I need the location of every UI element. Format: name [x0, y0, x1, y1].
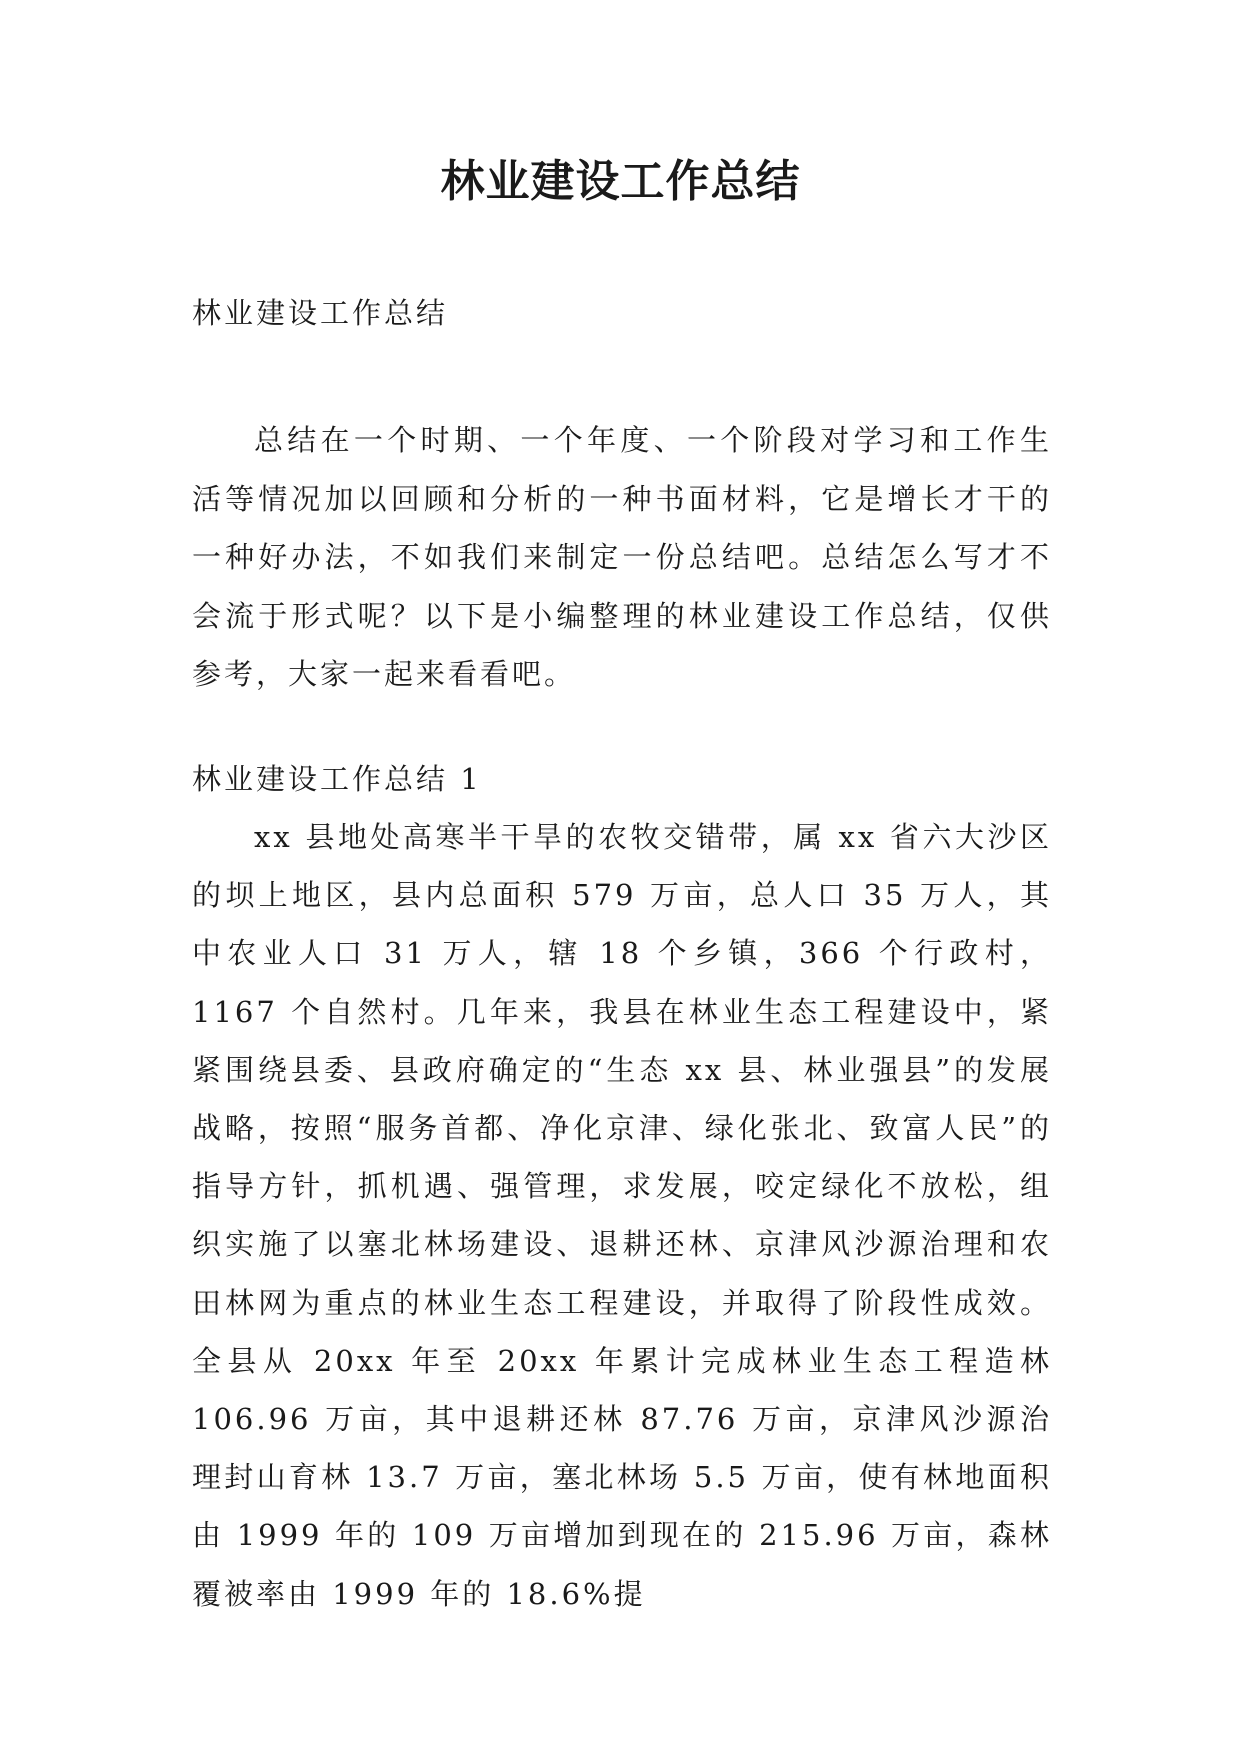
document-subtitle: 林业建设工作总结: [192, 296, 449, 330]
intro-paragraph: 总结在一个时期、一个年度、一个阶段对学习和工作生活等情况加以回顾和分析的一种书面材料，它是增长才干的一种好办法，不如我们来制定一份总结吧。总结怎么写才不会流于形式呢？以下是小编整理的林业建设工作总结，仅供参考，大家一起来看看吧。: [192, 423, 1052, 691]
section-heading: 林业建设工作总结 1: [192, 762, 482, 796]
document-title: 林业建设工作总结: [440, 156, 801, 207]
section-paragraph: xx 县地处高寒半干旱的农牧交错带，属 xx 省六大沙区的坝上地区，县内总面积 579 万亩，总人口 35 万人，其中农业人口 31 万人，辖 18 个乡镇，366 个行政村，1167 个自然村。几年来，我县在林业生态工程建设中，紧紧围绕县委、县政府确定的“生态 xx 县、林业强县”的发展战略，按照“服务首都、净化京津、绿化张北、致富人民”的指导方针，抓机遇、强管理，求发展，咬定绿化不放松，组织实施了以塞北林场建设、退耕还林、京津风沙源治理和农田林网为重点的林业生态工程建设，并取得了阶段性成效。全县从 20xx 年至 20xx 年累计完成林业生态工程造林 106.96 万亩，其中退耕还林 87.76 万亩，京津风沙源治理封山育林 13.7 万亩，塞北林场 5.5 万亩，使有林地面积由 1999 年的 109 万亩增加到现在的 215.96 万亩，森林覆被率由 1999 年的 18.6%提: [192, 820, 1052, 1611]
